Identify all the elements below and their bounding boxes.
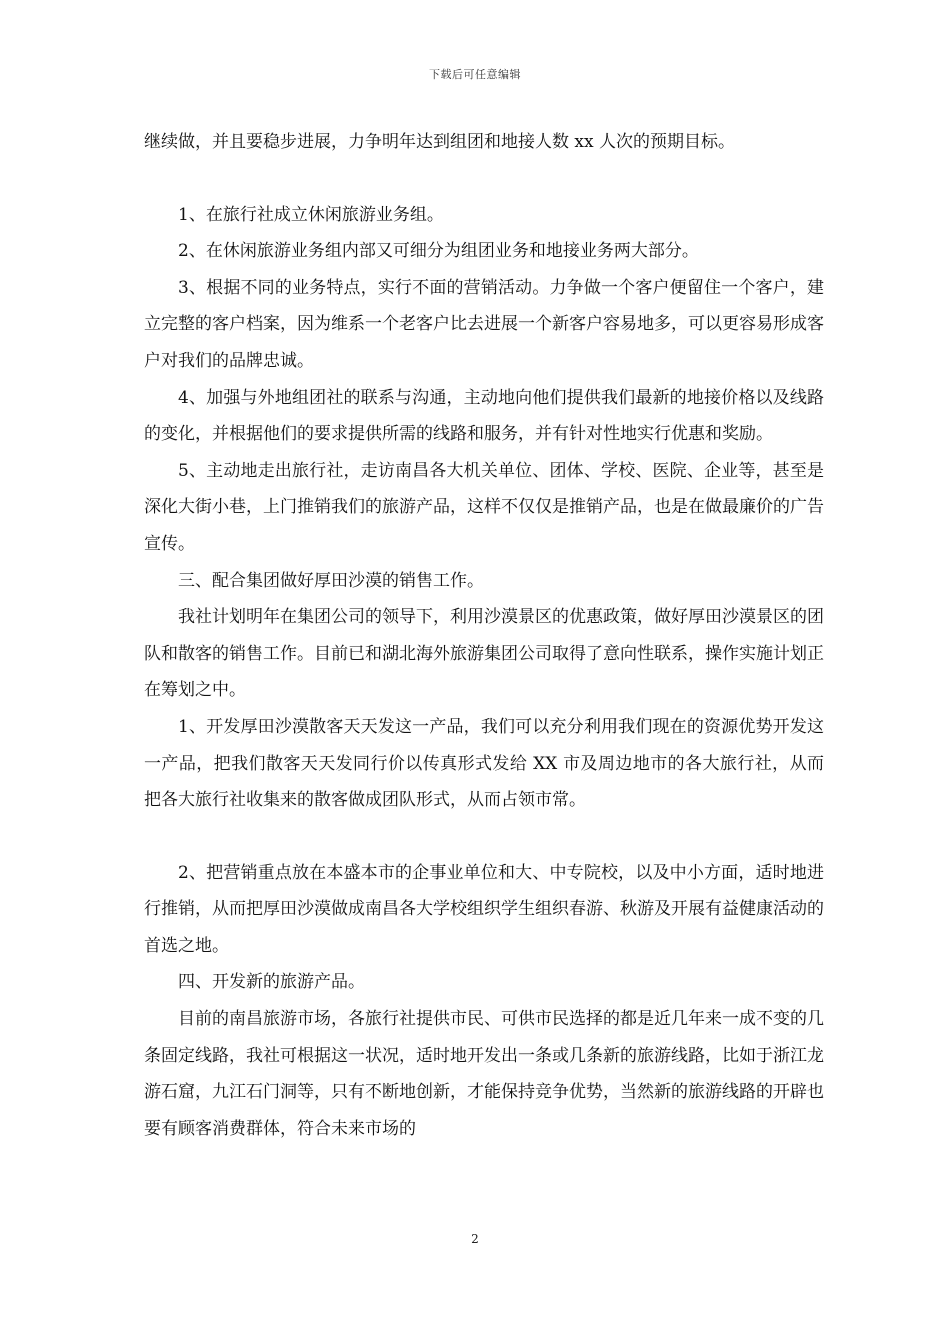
paragraph-section-3-item-2: 2、把营销重点放在本盛本市的企事业单位和大、中专院校，以及中小方面，适时地进行推销，从而把厚田沙漠做成南昌各大学校组织学生组织春游、秋游及开展有益健康活动的首选之地。 (144, 862, 824, 956)
paragraph-item-2: 2、在休闲旅游业务组内部又可细分为组团业务和地接业务两大部分。 (178, 241, 699, 262)
paragraph-item-5: 5、主动地走出旅行社，走访南昌各大机关单位、团体、学校、医院、企业等，甚至是深化大街小巷，上门推销我们的旅游产品，这样不仅仅是推销产品，也是在做最廉价的广告宣传。 (144, 460, 824, 554)
document-body (144, 124, 824, 1147)
paragraph-item-4: 4、加强与外地组团社的联系与沟通，主动地向他们提供我们最新的地接价格以及线路的变化，并根据他们的要求提供所需的线路和服务，并有针对性地实行优惠和奖励。 (144, 387, 824, 445)
paragraph-section-4-intro: 目前的南昌旅游市场，各旅行社提供市民、可供市民选择的都是近几年来一成不变的几条固定线路，我社可根据这一状况，适时地开发出一条或几条新的旅游线路，比如于浙江龙游石窟，九江石门洞等，只有不断地创新，才能保持竞争优势，当然新的旅游线路的开辟也要有顾客消费群体，符合未来市场的 (144, 1009, 824, 1139)
paragraph-item-3: 3、根据不同的业务特点，实行不面的营销活动。力争做一个客户便留住一个客户，建立完整的客户档案，因为维系一个老客户比去进展一个新客户容易地多，可以更容易形成客户对我们的品牌忠诚。 (144, 277, 824, 371)
section-heading-3: 三、配合集团做好厚田沙漠的销售工作。 (178, 570, 484, 591)
page-number: 2 (471, 1232, 479, 1246)
section-heading-4: 四、开发新的旅游产品。 (178, 972, 365, 993)
paragraph-continuation: 继续做，并且要稳步进展，力争明年达到组团和地接人数 xx 人次的预期目标。 (144, 132, 735, 152)
page-header: 下载后可任意编辑 (429, 68, 521, 81)
paragraph-section-3-intro: 我社计划明年在集团公司的领导下，利用沙漠景区的优惠政策，做好厚田沙漠景区的团队和散客的销售工作。目前已和湖北海外旅游集团公司取得了意向性联系，操作实施计划正在筹划之中。 (144, 607, 824, 701)
paragraph-item-1: 1、在旅行社成立休闲旅游业务组。 (178, 204, 444, 225)
paragraph-section-3-item-1: 1、开发厚田沙漠散客天天发这一产品，我们可以充分利用我们现在的资源优势开发这一产品，把我们散客天天发同行价以传真形式发给 XX 市及周边地市的各大旅行社，从而把各大旅行社收集来的散客做成团队形式，从而占领市常。 (144, 716, 824, 811)
